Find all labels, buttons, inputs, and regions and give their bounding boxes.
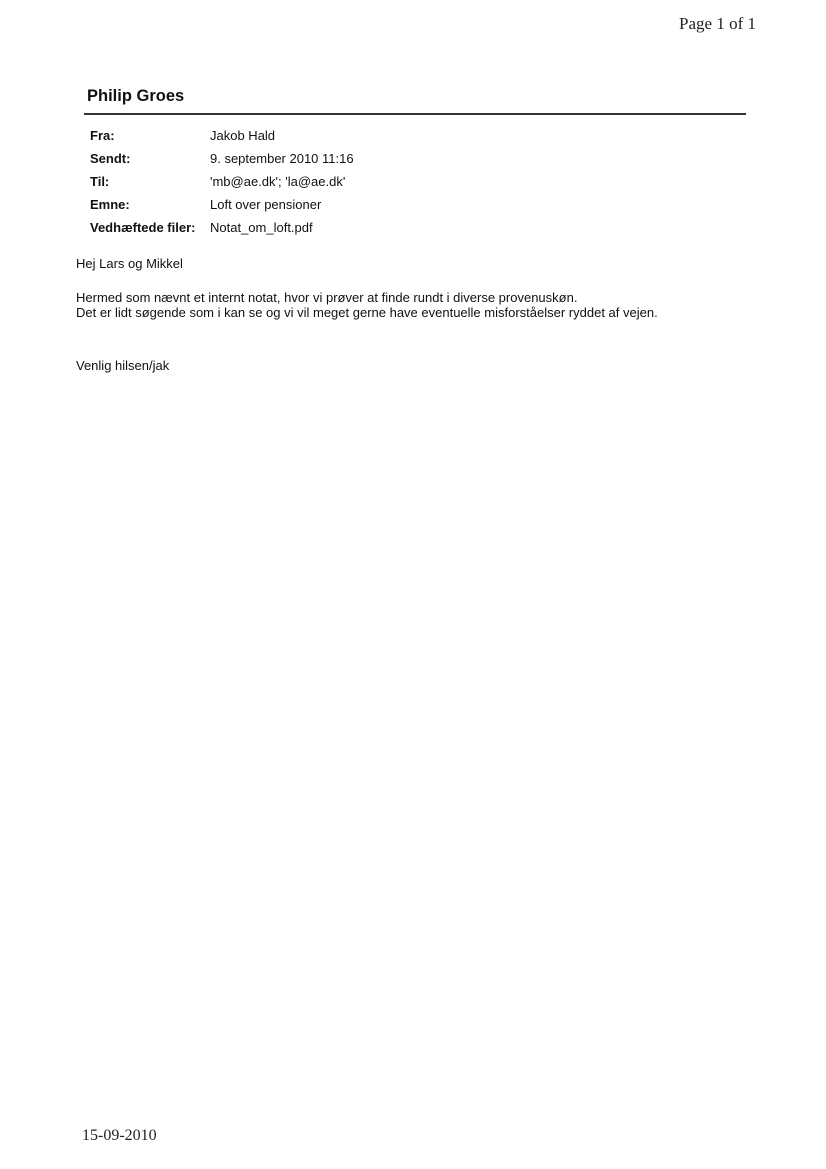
attachment-filename: Notat_om_loft.pdf [210, 220, 313, 235]
header-row-sent [90, 147, 354, 170]
email-header-table [90, 124, 354, 239]
header-label-subject: Emne: [90, 197, 130, 212]
page-number: Page 1 of 1 [679, 14, 756, 33]
email-body-paragraph [76, 290, 658, 320]
sender-name-heading: Philip Groes [87, 87, 185, 105]
print-date: 15-09-2010 [82, 1127, 157, 1144]
header-row-attachments [90, 216, 354, 239]
email-greeting: Hej Lars og Mikkel [76, 256, 183, 271]
header-label-to: Til: [90, 174, 110, 189]
header-row-from [90, 124, 354, 147]
header-row-to [90, 170, 354, 193]
header-value-to: 'mb@ae.dk'; 'la@ae.dk' [210, 174, 346, 189]
header-row-subject [90, 193, 354, 216]
header-label-attachments: Vedhæftede filer: [90, 220, 196, 235]
header-value-sent: 9. september 2010 11:16 [210, 151, 354, 166]
email-body-line-1: Hermed som nævnt et internt notat, hvor vi prøver at finde rundt i diverse provenuskøn. [76, 290, 578, 305]
email-signoff: Venlig hilsen/jak [76, 358, 170, 373]
header-divider [84, 113, 746, 115]
email-body-line-2: Det er lidt søgende som i kan se og vi vil meget gerne have eventuelle misforståelser ryddet af vejen. [76, 305, 658, 320]
header-value-from: Jakob Hald [210, 128, 276, 143]
header-label-from: Fra: [90, 128, 115, 143]
header-label-sent: Sendt: [90, 151, 131, 166]
header-value-subject: Loft over pensioner [210, 197, 322, 212]
